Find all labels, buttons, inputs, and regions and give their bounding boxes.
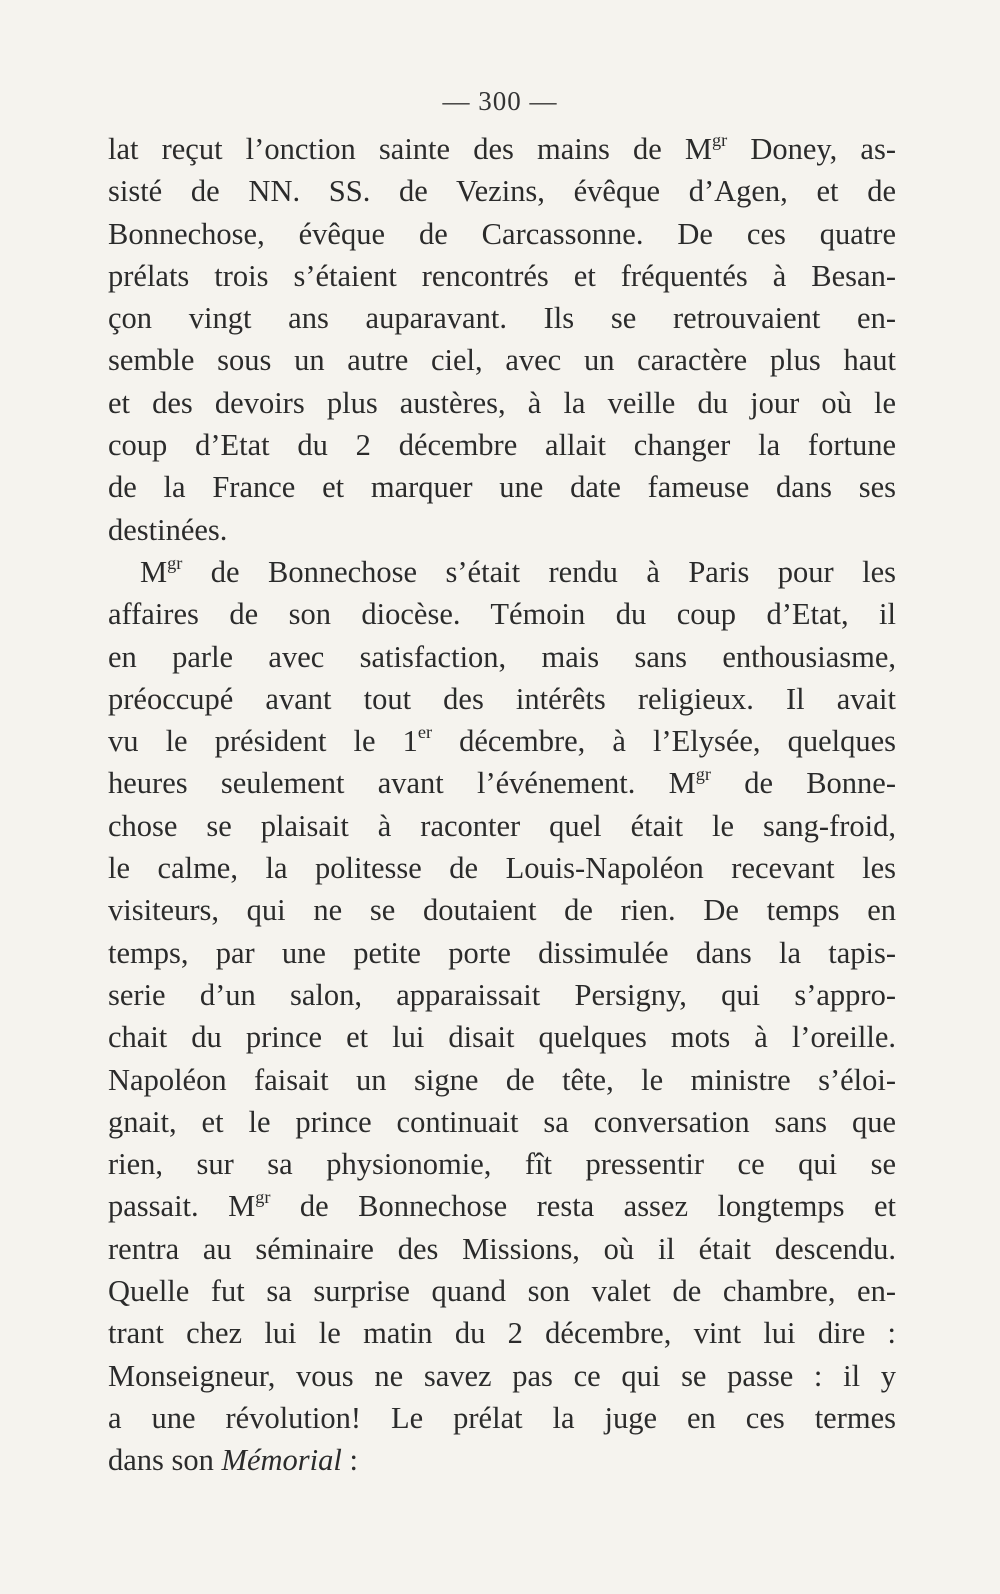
text-line [108,847,896,889]
text-run: chose se plaisait à raconter quel était le sang-froid, [108,808,896,843]
text-run: lat reçut l’onction sainte des mains de M [108,132,712,166]
body-text [108,128,896,1482]
text-run: : [341,1443,358,1478]
page-number: — 300 — [442,86,558,116]
text-run: Napoléon faisait un signe de tête, le ministre s’éloi- [108,1062,896,1097]
text-line [108,678,896,720]
text-run: affaires de son diocèse. Témoin du coup d’Etat, il [108,597,896,632]
text-line [108,593,896,635]
text-line [108,339,896,381]
text-run: chait du prince et lui disait quelques mots à l’oreille. [108,1020,896,1055]
text-run: vu le président le 1 [108,724,418,759]
text-line [108,1185,896,1227]
text-line [108,1397,896,1439]
text-run: de la France et marquer une date fameuse dans ses [108,470,896,505]
text-line [108,720,896,762]
text-line [108,1228,896,1270]
italic-title: Mémorial [221,1443,342,1478]
text-line [108,1101,896,1143]
text-run: de Bonne- [710,766,896,801]
text-run: M [140,554,168,589]
text-line [108,382,896,424]
text-line [108,297,896,339]
text-run: heures seulement avant l’événement. M [108,766,696,801]
text-line [108,932,896,974]
superscript: gr [711,130,728,151]
text-run: trant chez lui le matin du 2 décembre, vint lui dire : [108,1316,896,1351]
text-run: prélats trois s’étaient rencontrés et fréquentés à Besan- [108,258,896,293]
superscript: gr [695,764,711,785]
text-line [108,424,896,466]
text-run: çon vingt ans auparavant. Ils se retrouvaient en- [108,301,896,336]
text-run: semble sous un autre ciel, avec un caractère plus haut [108,343,896,378]
text-line [108,509,896,551]
superscript: gr [167,553,183,574]
text-run: de Bonnechose resta assez longtemps et [270,1189,896,1224]
text-line [108,213,896,255]
text-run: décembre, à l’Elysée, quelques [432,724,897,759]
text-run: et des devoirs plus austères, à la veille du jour où le [108,385,896,420]
text-line [108,805,896,847]
text-line [108,466,896,508]
text-line [108,1143,896,1185]
text-line [108,128,896,170]
text-run: coup d’Etat du 2 décembre allait changer la fortune [108,428,896,463]
text-line [108,170,896,212]
superscript: er [417,722,433,743]
text-line [108,636,896,678]
text-line [108,762,896,804]
text-run: gnait, et le prince continuait sa conversation sans que [108,1104,896,1139]
text-run: serie d’un salon, apparaissait Persigny, qui s’appro- [108,977,896,1012]
text-run: en parle avec satisfaction, mais sans enthousiasme, [108,639,896,674]
text-run: Bonnechose, évêque de Carcassonne. De ces quatre [108,216,896,251]
text-line [108,1355,896,1397]
text-run: dans son [108,1443,222,1478]
text-run: Monseigneur, vous ne savez pas ce qui se passe : il y [108,1358,896,1393]
text-run: rien, sur sa physionomie, fît pressentir ce qui se [108,1147,896,1182]
text-line [108,974,896,1016]
text-run: Quelle fut sa surprise quand son valet de chambre, en- [108,1274,896,1309]
text-line [108,1270,896,1312]
text-run: rentra au séminaire des Missions, où il était descendu. [108,1231,896,1266]
text-run: a une révolution! Le prélat la juge en ces termes [108,1400,896,1435]
text-line [108,551,896,593]
text-run: destinées. [108,512,228,547]
text-line [108,889,896,931]
text-run: préoccupé avant tout des intérêts religieux. Il avait [108,681,896,716]
text-run: de Bonnechose s’était rendu à Paris pour les [182,554,896,589]
text-run: temps, par une petite porte dissimulée dans la tapis- [108,935,896,970]
text-line [108,1312,896,1354]
text-run: Doney, as- [727,132,896,166]
superscript: gr [255,1187,271,1208]
text-run: passait. M [108,1189,256,1224]
text-line [108,1439,896,1481]
text-line [108,1059,896,1101]
text-line [108,1016,896,1058]
text-run: visiteurs, qui ne se doutaient de rien. De temps en [108,893,896,928]
text-run: sisté de NN. SS. de Vezins, évêque d’Agen, et de [108,174,896,209]
text-run: le calme, la politesse de Louis-Napoléon recevant les [108,851,896,886]
text-line [108,255,896,297]
